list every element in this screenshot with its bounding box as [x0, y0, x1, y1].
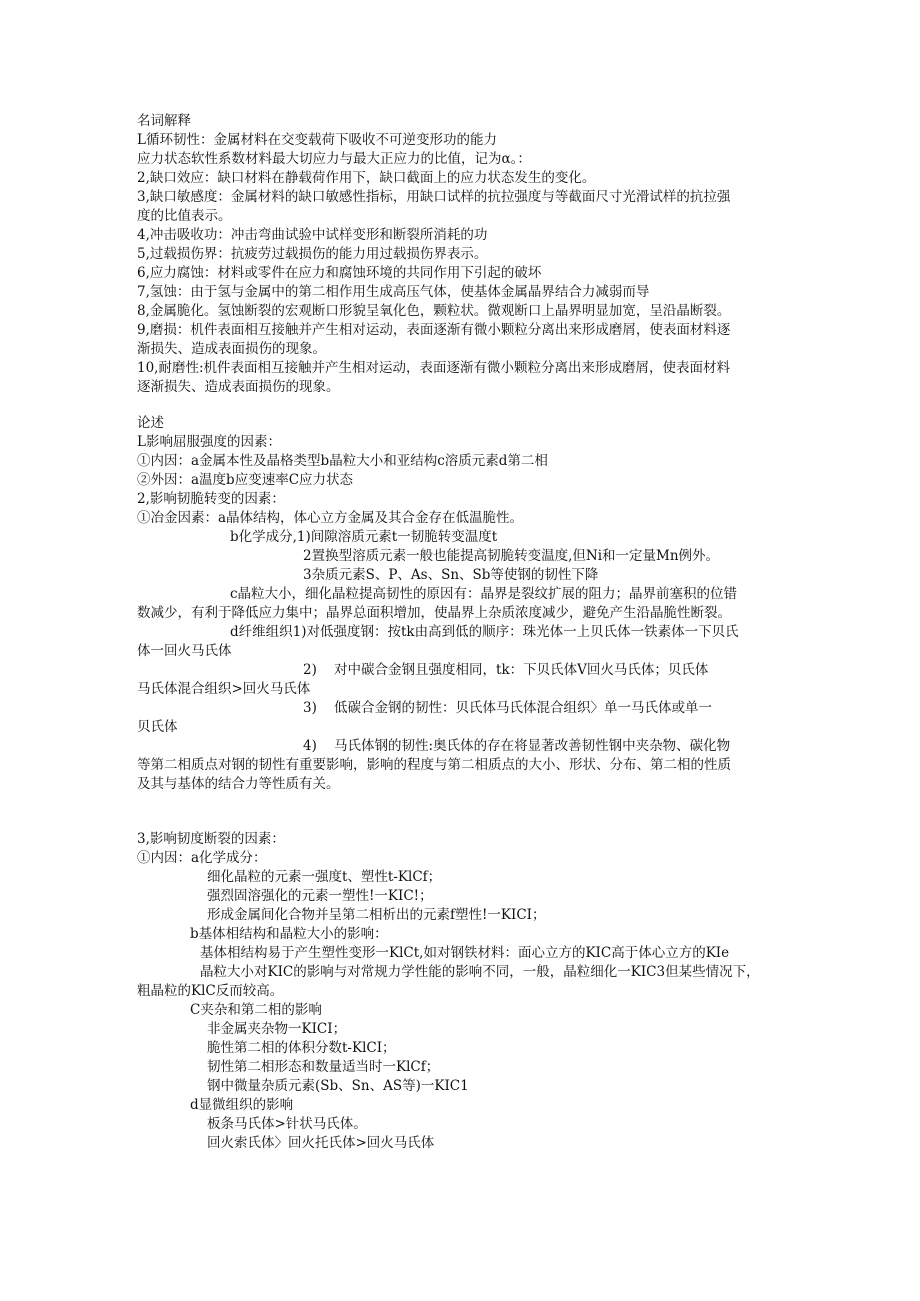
text-line: 等第二相质点对钢的韧性有重要影响，影响的程度与第二相质点的大小、形状、分布、第二相的性质: [137, 757, 731, 773]
text-line: 8,金属脆化。氢蚀断裂的宏观断口形貌呈氧化色，颗粒状。微观断口上晶界明显加宽，呈沿晶断裂。: [137, 303, 731, 319]
text-line: 3杂质元素S、P、As、Sn、Sb等使钢的韧性下降: [303, 567, 599, 583]
text-line: 粗晶粒的KlC反而较高。: [137, 983, 284, 999]
text-line: 5,过载损伤界：抗疲劳过载损伤的能力用过载损伤界表示。: [137, 246, 488, 262]
text-line: b基体相结构和晶粒大小的影响：: [190, 926, 388, 942]
text-line: 晶粒大小对KIC的影响与对常规力学性能的影响不同，一般，晶粒细化一KIC3但某些情况下，: [200, 964, 760, 980]
text-line: b化学成分,1)间隙溶质元素t一韧脆转变温度t: [230, 529, 498, 545]
text-line: 形成金属间化合物并呈第二相析出的元素f塑性!一KICI；: [207, 907, 546, 923]
text-line: 基体相结构易于产生塑性变形一KlCt,如对钢铁材料：面心立方的KIC高于体心立方的KIe: [200, 945, 730, 961]
text-line: 10,耐磨性:机件表面相互接触并产生相对运动，表面逐渐有微小颗粒分离出来形成磨屑，使表面材料: [137, 360, 731, 376]
section-title-discussion: 论述: [137, 415, 164, 431]
text-line: 3,影响韧度断裂的因素：: [137, 831, 285, 847]
text-line: ①内因：a化学成分：: [137, 850, 267, 866]
text-line: 数减少，有利于降低应力集中；晶界总面积增加，使晶界上杂质浓度减少，避免产生沿晶脆性断裂。: [137, 605, 731, 621]
text-line: 细化晶粒的元素一强度t、塑性t-KlCf；: [207, 869, 442, 885]
text-line: ②外因：a温度b应变速率C应力状态: [137, 472, 354, 488]
text-line: 逐渐损失、造成表面损伤的现象。: [137, 379, 340, 395]
text-line: 2) 对中碳合金钢且强度相同，tk：下贝氏体V回火马氏体；贝氏体: [303, 662, 709, 678]
text-line: 渐损失、造成表面损伤的现象。: [137, 341, 326, 357]
text-line: 2置换型溶质元素一般也能提高韧脆转变温度,但Ni和一定量Mn例外。: [303, 548, 720, 564]
text-line: 强烈固溶强化的元素一塑性!一KIC!；: [207, 888, 433, 904]
text-line: L循环韧性：金属材料在交变载荷下吸收不可逆变形功的能力: [137, 132, 497, 148]
text-line: 度的比值表示。: [137, 208, 232, 224]
text-line: 9,磨损：机件表面相互接触并产生相对运动，表面逐渐有微小颗粒分离出来形成磨屑，使表面材料逐: [137, 322, 731, 338]
text-line: L影响屈服强度的因素：: [137, 434, 281, 450]
text-line: 4,冲击吸收功：冲击弯曲试验中试样变形和断裂所消耗的功: [137, 227, 488, 243]
text-line: 马氏体混合组织>回火马氏体: [137, 681, 311, 697]
text-line: 非金属夹杂物一KICI；: [207, 1021, 347, 1037]
text-line: 3) 低碳合金钢的韧性：贝氏体马氏体混合组织〉单一马氏体或单一: [303, 700, 713, 716]
text-line: 脆性第二相的体积分数t-KlCI；: [207, 1040, 396, 1056]
text-line: d显微组织的影响: [190, 1097, 294, 1113]
text-line: 3,缺口敏感度：金属材料的缺口敏感性指标，用缺口试样的抗拉强度与等截面尺寸光滑试样的抗拉强: [137, 189, 731, 205]
text-line: C夹杂和第二相的影响: [190, 1002, 322, 1018]
text-line: 7,氢蚀：由于氢与金属中的第二相作用生成高压气体，使基体金属晶界结合力减弱而导: [137, 284, 650, 300]
text-line: 钢中微量杂质元素(Sb、Sn、AS等)一KIC1: [207, 1078, 469, 1094]
text-line: 韧性第二相形态和数量适当时一KlCf；: [207, 1059, 440, 1075]
text-line: 体一回火马氏体: [137, 643, 232, 659]
text-line: 2,影响韧脆转变的因素：: [137, 491, 285, 507]
text-line: 6,应力腐蚀：材料或零件在应力和腐蚀环境的共同作用下引起的破坏: [137, 265, 542, 281]
section-title-terms: 名词解释: [137, 113, 191, 129]
text-line: 贝氏体: [137, 719, 178, 735]
text-line: ①内因：a金属本性及晶格类型b晶粒大小和亚结构c溶质元素d第二相: [137, 453, 548, 469]
text-line: 2,缺口效应：缺口材料在静载荷作用下，缺口截面上的应力状态发生的变化。: [137, 170, 596, 186]
text-line: 板条马氏体>针状马氏体。: [207, 1116, 367, 1132]
text-line: 及其与基体的结合力等性质有关。: [137, 776, 340, 792]
text-line: 4) 马氏体钢的韧性:奥氏体的存在将显著改善韧性钢中夹杂物、碳化物: [303, 738, 731, 754]
text-line: d纤维组织1)对低强度钢：按tk由高到低的顺序：珠光体一上贝氏体一铁素体一下贝氏: [230, 624, 739, 640]
text-line: 应力状态软性系数材料最大切应力与最大正应力的比值，记为α。：: [137, 151, 531, 167]
text-line: 回火索氏体〉回火托氏体>回火马氏体: [207, 1135, 435, 1151]
text-line: ①冶金因素：a晶体结构，体心立方金属及其合金存在低温脆性。: [137, 510, 524, 526]
text-line: c晶粒大小，细化晶粒提高韧性的原因有：晶界是裂纹扩展的阻力；晶界前塞积的位错: [230, 586, 738, 602]
